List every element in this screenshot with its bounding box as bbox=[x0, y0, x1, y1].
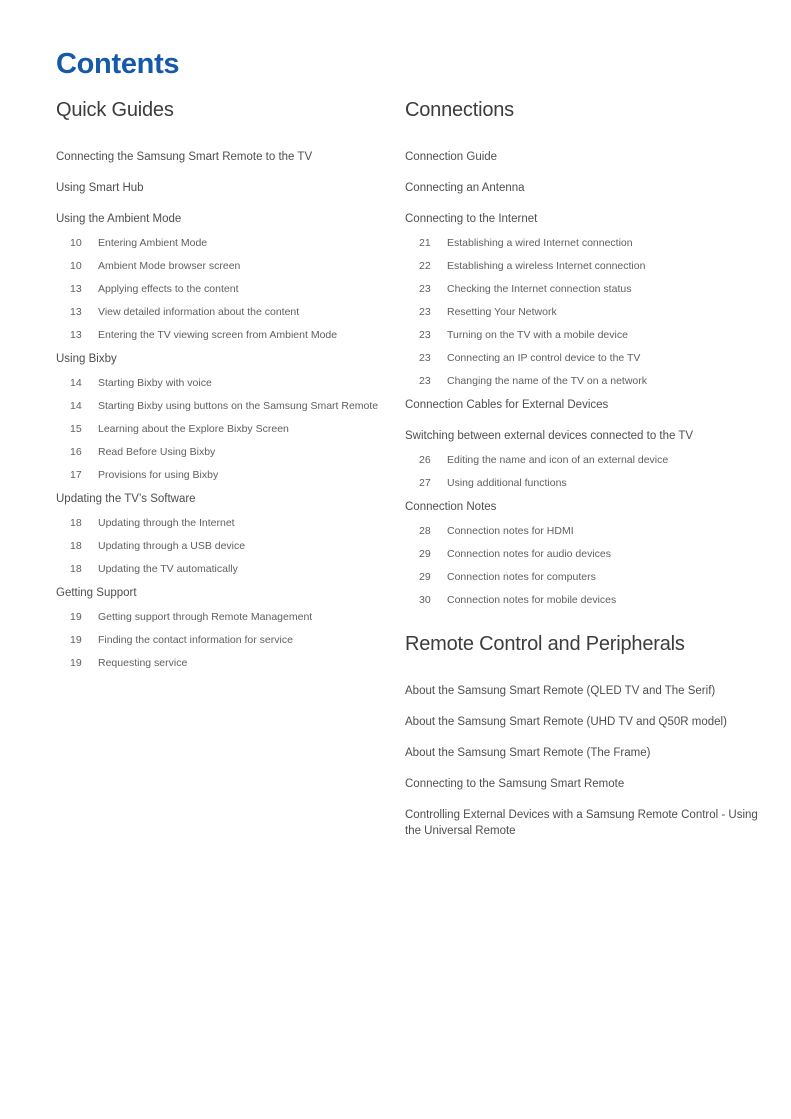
toc-subentry[interactable] bbox=[70, 282, 405, 296]
toc-subentry[interactable] bbox=[419, 259, 773, 273]
subentry-label: Getting support through Remote Management bbox=[98, 611, 313, 623]
section-title: Connections bbox=[405, 99, 514, 121]
toc-group bbox=[405, 499, 773, 607]
toc-subentry[interactable] bbox=[419, 328, 773, 342]
subentry-label: Using additional functions bbox=[447, 477, 567, 489]
toc-sub-list bbox=[70, 236, 405, 342]
toc-subentry[interactable] bbox=[70, 236, 405, 250]
toc-sub-list bbox=[70, 376, 405, 482]
toc-subentry[interactable] bbox=[70, 399, 405, 413]
subentry-label: Provisions for using Bixby bbox=[98, 469, 219, 481]
toc-sub-list bbox=[70, 610, 405, 670]
subentry-label: Establishing a wired Internet connection bbox=[447, 237, 633, 249]
toc-sub-list bbox=[70, 516, 405, 576]
toc-entry[interactable]: Using Smart Hub bbox=[56, 182, 144, 194]
toc-sub-list bbox=[419, 524, 773, 607]
toc-entry[interactable]: About the Samsung Smart Remote (UHD TV and Q50R model) bbox=[405, 716, 727, 728]
page-number: 14 bbox=[70, 377, 82, 389]
toc-group bbox=[405, 776, 773, 792]
page-number: 15 bbox=[70, 423, 82, 435]
toc-entry[interactable]: Connection Notes bbox=[405, 501, 497, 513]
toc-subentry[interactable] bbox=[419, 374, 773, 388]
page-number: 22 bbox=[419, 260, 431, 272]
page-number: 19 bbox=[70, 611, 82, 623]
toc-subentry[interactable] bbox=[419, 282, 773, 296]
toc-group bbox=[405, 211, 773, 388]
toc-sub-list bbox=[419, 453, 773, 490]
toc-subentry[interactable] bbox=[70, 633, 405, 647]
toc-entry[interactable]: About the Samsung Smart Remote (The Frame) bbox=[405, 747, 651, 759]
toc-group bbox=[405, 807, 773, 839]
toc-subentry[interactable] bbox=[419, 593, 773, 607]
toc-section bbox=[405, 97, 773, 607]
toc-group bbox=[405, 149, 773, 165]
toc-group bbox=[405, 428, 773, 490]
section-title: Quick Guides bbox=[56, 99, 174, 121]
subentry-label: Connecting an IP control device to the TV bbox=[447, 352, 641, 364]
toc-column-right bbox=[405, 97, 773, 854]
subentry-label: Read Before Using Bixby bbox=[98, 446, 216, 458]
subentry-label: Turning on the TV with a mobile device bbox=[447, 329, 628, 341]
toc-subentry[interactable] bbox=[70, 610, 405, 624]
toc-group bbox=[405, 397, 773, 413]
page-number: 10 bbox=[70, 260, 82, 272]
toc-entry[interactable]: About the Samsung Smart Remote (QLED TV and The Serif) bbox=[405, 685, 716, 697]
toc-group bbox=[405, 180, 773, 196]
page-number: 23 bbox=[419, 329, 431, 341]
page-number: 27 bbox=[419, 477, 431, 489]
subentry-label: Applying effects to the content bbox=[98, 283, 239, 295]
toc-subentry[interactable] bbox=[70, 468, 405, 482]
page-number: 28 bbox=[419, 525, 431, 537]
page-number: 23 bbox=[419, 375, 431, 387]
toc-entry[interactable]: Connecting to the Internet bbox=[405, 213, 538, 225]
toc-subentry[interactable] bbox=[419, 351, 773, 365]
toc-subentry[interactable] bbox=[70, 562, 405, 576]
toc-subentry[interactable] bbox=[419, 453, 773, 467]
page-number: 19 bbox=[70, 657, 82, 669]
toc-group bbox=[405, 714, 773, 730]
toc-entry[interactable]: Connecting the Samsung Smart Remote to the TV bbox=[56, 151, 313, 163]
toc-entry[interactable]: Using Bixby bbox=[56, 353, 117, 365]
page-number: 19 bbox=[70, 634, 82, 646]
page-number: 23 bbox=[419, 283, 431, 295]
page-number: 26 bbox=[419, 454, 431, 466]
toc-section bbox=[405, 631, 773, 839]
page-number: 29 bbox=[419, 571, 431, 583]
toc-subentry[interactable] bbox=[70, 422, 405, 436]
toc-subentry[interactable] bbox=[419, 570, 773, 584]
subentry-label: Starting Bixby using buttons on the Samsung Smart Remote bbox=[98, 400, 379, 412]
page-number: 29 bbox=[419, 548, 431, 560]
subentry-label: Updating through a USB device bbox=[98, 540, 246, 552]
subentry-label: Updating the TV automatically bbox=[98, 563, 238, 575]
toc-sub-list bbox=[419, 236, 773, 388]
toc-subentry[interactable] bbox=[70, 376, 405, 390]
subentry-label: Finding the contact information for service bbox=[98, 634, 293, 646]
subentry-label: Ambient Mode browser screen bbox=[98, 260, 241, 272]
toc-columns bbox=[0, 97, 791, 854]
subentry-label: View detailed information about the content bbox=[98, 306, 300, 318]
page-number: 10 bbox=[70, 237, 82, 249]
toc-entry[interactable]: Getting Support bbox=[56, 587, 137, 599]
page-number: 13 bbox=[70, 306, 82, 318]
toc-subentry[interactable] bbox=[70, 656, 405, 670]
toc-group bbox=[405, 683, 773, 699]
subentry-label: Changing the name of the TV on a network bbox=[447, 375, 648, 387]
page-number: 16 bbox=[70, 446, 82, 458]
toc-group bbox=[56, 491, 405, 576]
subentry-label: Starting Bixby with voice bbox=[98, 377, 212, 389]
toc-group bbox=[56, 149, 405, 165]
page-number: 18 bbox=[70, 563, 82, 575]
toc-group bbox=[56, 180, 405, 196]
page-number: 23 bbox=[419, 306, 431, 318]
toc-subentry[interactable] bbox=[419, 547, 773, 561]
subentry-label: Resetting Your Network bbox=[447, 306, 557, 318]
subentry-label: Connection notes for computers bbox=[447, 571, 596, 583]
toc-subentry[interactable] bbox=[419, 476, 773, 490]
toc-group bbox=[405, 745, 773, 761]
toc-entry[interactable]: Connecting to the Samsung Smart Remote bbox=[405, 778, 625, 790]
toc-group bbox=[56, 351, 405, 482]
toc-group bbox=[56, 211, 405, 342]
subentry-label: Connection notes for audio devices bbox=[447, 548, 612, 560]
section-title: Remote Control and Peripherals bbox=[405, 633, 685, 655]
subentry-label: Connection notes for HDMI bbox=[447, 525, 574, 537]
toc-entry[interactable]: Switching between external devices connected to the TV bbox=[405, 430, 694, 442]
toc-entry[interactable]: Connecting an Antenna bbox=[405, 182, 525, 194]
subentry-label: Entering Ambient Mode bbox=[98, 237, 208, 249]
toc-entry[interactable]: Connection Cables for External Devices bbox=[405, 399, 609, 411]
subentry-label: Connection notes for mobile devices bbox=[447, 594, 617, 606]
page-number: 14 bbox=[70, 400, 82, 412]
subentry-label: Requesting service bbox=[98, 657, 188, 669]
page-title: Contents bbox=[56, 48, 180, 80]
toc-subentry[interactable] bbox=[70, 516, 405, 530]
toc-column-left bbox=[56, 97, 405, 854]
toc-subentry[interactable] bbox=[70, 259, 405, 273]
subentry-label: Editing the name and icon of an external device bbox=[447, 454, 669, 466]
page-number: 13 bbox=[70, 329, 82, 341]
toc-subentry[interactable] bbox=[419, 524, 773, 538]
subentry-label: Learning about the Explore Bixby Screen bbox=[98, 423, 289, 435]
page-number: 18 bbox=[70, 540, 82, 552]
toc-group bbox=[56, 585, 405, 670]
toc-subentry[interactable] bbox=[70, 328, 405, 342]
page-number: 30 bbox=[419, 594, 431, 606]
toc-section bbox=[56, 97, 405, 670]
toc-subentry[interactable] bbox=[419, 305, 773, 319]
subentry-label: Checking the Internet connection status bbox=[447, 283, 632, 295]
page-number: 18 bbox=[70, 517, 82, 529]
toc-subentry[interactable] bbox=[419, 236, 773, 250]
toc-subentry[interactable] bbox=[70, 445, 405, 459]
subentry-label: Entering the TV viewing screen from Ambient Mode bbox=[98, 329, 338, 341]
page-number: 17 bbox=[70, 469, 82, 481]
subentry-label: Establishing a wireless Internet connection bbox=[447, 260, 646, 272]
toc-subentry[interactable] bbox=[70, 539, 405, 553]
toc-entry[interactable]: Controlling External Devices with a Samsung Remote Control - Using the Universal Remote bbox=[405, 809, 758, 837]
toc-entry[interactable]: Updating the TV’s Software bbox=[56, 493, 196, 505]
toc-subentry[interactable] bbox=[70, 305, 405, 319]
toc-entry[interactable]: Connection Guide bbox=[405, 151, 498, 163]
toc-entry[interactable]: Using the Ambient Mode bbox=[56, 213, 182, 225]
page-number: 21 bbox=[419, 237, 431, 249]
subentry-label: Updating through the Internet bbox=[98, 517, 235, 529]
page-number: 13 bbox=[70, 283, 82, 295]
page-number: 23 bbox=[419, 352, 431, 364]
